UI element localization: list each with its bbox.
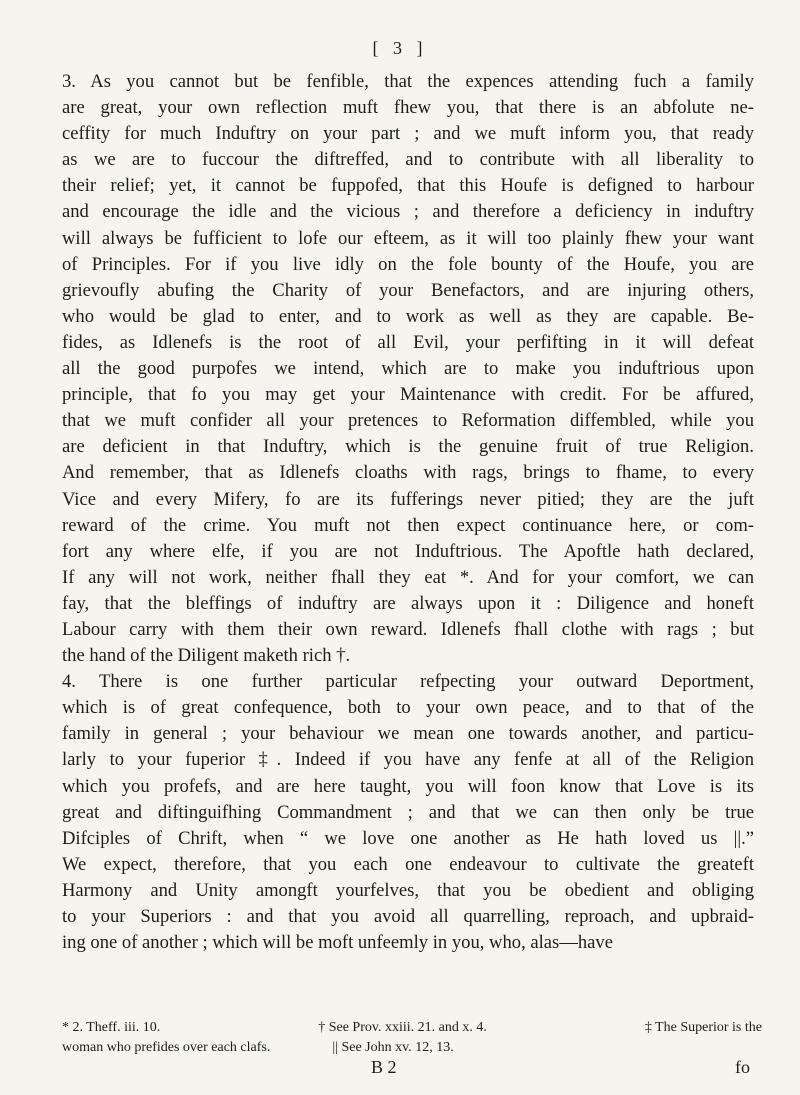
text-line: the hand of the Diligent maketh rich †. xyxy=(62,645,351,667)
text-line: as we are to fuccour the diftreffed, and to contribute with all liberality to xyxy=(62,149,754,171)
text-line: Vice and every Mifery, fo are its fufferings never pitied; they are the juft xyxy=(62,488,754,510)
footnote-row xyxy=(62,1038,762,1058)
catchword: fo xyxy=(735,1057,750,1077)
text-line: grievoufly abufing the Charity of your Benefactors, and are injuring others, xyxy=(62,279,754,301)
text-line: are great, your own reflection muft fhew you, that there is an abfolute ne- xyxy=(62,97,754,119)
text-line: Labour carry with them their own reward. Idlenefs fhall clothe with rags ; but xyxy=(62,618,754,640)
text-line: larly to your fuperior ‡. Indeed if you have any fenfe at all of the Religion xyxy=(62,749,754,771)
text-line: Harmony and Unity amongft yourfelves, that you be obedient and obliging xyxy=(62,879,754,901)
body-text xyxy=(62,69,754,956)
text-line: which you profefs, and are here taught, you will foon know that Love is its xyxy=(62,775,754,797)
text-line: principle, that fo you may get your Maintenance with credit. For be affured, xyxy=(62,384,754,406)
text-line: ceffity for much Induftry on your part ; and we muft inform you, that ready xyxy=(62,123,754,145)
text-line: fides, as Idlenefs is the root of all Evil, your perfifting in it will defeat xyxy=(62,331,754,353)
text-line: which is of great confequence, both to your own peace, and to that of the xyxy=(62,697,754,719)
footnote-row xyxy=(62,1018,762,1038)
text-line: 4. There is one further particular refpecting your outward Deportment, xyxy=(62,671,754,693)
text-line: that we muft confider all your pretences to Reformation diffembled, while you xyxy=(62,410,754,432)
text-line: great and diftinguifhing Commandment ; and that we can then only be true xyxy=(62,801,754,823)
footnote-superior-cont: woman who prefides over each clafs. xyxy=(62,1040,271,1055)
text-line: Difciples of Chrift, when “ we love one another as He hath loved us ||.” xyxy=(62,827,754,849)
text-line: We expect, therefore, that you each one endeavour to cultivate the greateft xyxy=(62,853,754,875)
text-line: fay, that the bleffings of induftry are always upon it : Diligence and honeft xyxy=(62,592,754,614)
text-line: If any will not work, neither fhall they eat *. And for your comfort, we can xyxy=(62,566,754,588)
text-line: are deficient in that Induftry, which is the genuine fruit of true Religion. xyxy=(62,436,754,458)
footnote-prov: † See Prov. xxiii. 21. and x. 4. xyxy=(318,1020,487,1035)
footnote-john: || See John xv. 12, 13. xyxy=(332,1040,454,1055)
text-line: ing one of another ; which will be moft unfeemly in you, who, alas—have xyxy=(62,932,613,954)
page-number: [ 3 ] xyxy=(372,38,428,58)
text-line: to your Superiors : and that you avoid all quarrelling, reproach, and upbraid- xyxy=(62,906,754,927)
text-line: family in general ; your behaviour we mean one towards another, and particu- xyxy=(62,723,754,745)
text-line: fort any where elfe, if you are not Induftrious. The Apoftle hath declared, xyxy=(62,540,754,562)
text-line: reward of the crime. You muft not then expect continuance here, or com- xyxy=(62,514,754,536)
footnote-thess: * 2. Theff. iii. 10. xyxy=(62,1020,161,1035)
text-line: their relief; yet, it cannot be fuppofed, that this Houfe is defigned to harbour xyxy=(62,175,754,197)
signature-mark: B 2 xyxy=(371,1057,397,1077)
text-line: and encourage the idle and the vicious ; and therefore a deficiency in induftry xyxy=(62,201,754,223)
text-line: who would be glad to enter, and to work as well as they are capable. Be- xyxy=(62,305,754,327)
footnotes xyxy=(62,1018,762,1058)
text-line: of Principles. For if you live idly on the fole bounty of the Houfe, you are xyxy=(62,253,754,275)
text-line: will always be fufficient to lofe our efteem, as it will too plainly fhew your want xyxy=(62,227,754,249)
text-line: 3. As you cannot but be fenfible, that the expences attending fuch a family xyxy=(62,71,754,92)
footnote-superior: ‡ The Superior is the xyxy=(644,1020,762,1035)
text-line: And remember, that as Idlenefs cloaths with rags, brings to fhame, to every xyxy=(62,462,754,484)
text-line: all the good purpofes we intend, which are to make you induftrious upon xyxy=(62,358,754,380)
